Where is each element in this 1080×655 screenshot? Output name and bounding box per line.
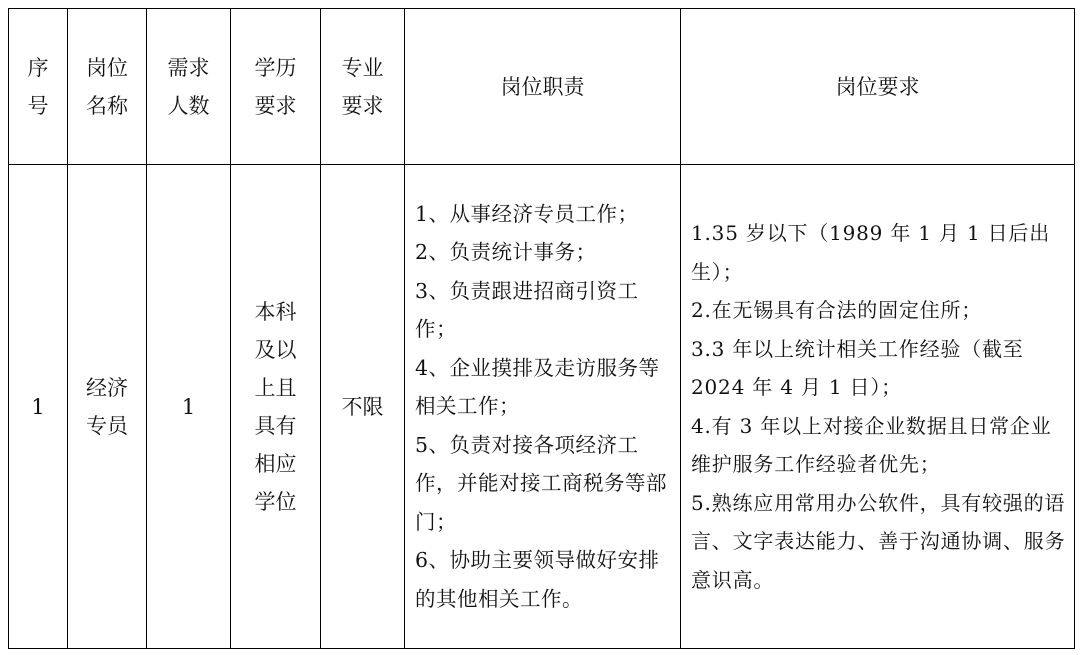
- requirement-item: 3.3 年以上统计相关工作经验（截至 2024 年 4 月 1 日）；: [691, 336, 1024, 399]
- cell-duties: [405, 165, 681, 649]
- requirement-item: 2.在无锡具有合法的固定住所；: [691, 298, 983, 322]
- duty-item: 3、负责跟进招商引资工作；: [415, 278, 639, 342]
- duty-item: 1、从事经济专员工作；: [415, 201, 639, 226]
- header-row: [9, 9, 1075, 165]
- cell-position: 经济专员: [68, 165, 147, 649]
- header-major: 专业要求: [321, 9, 405, 165]
- header-requirements: 岗位要求: [681, 9, 1075, 165]
- cell-count: 1: [147, 165, 231, 649]
- header-position: 岗位名称: [68, 9, 147, 165]
- table-row: [9, 165, 1075, 649]
- duty-item: 6、协助主要领导做好安排的其他相关工作。: [415, 548, 660, 611]
- cell-major: 不限: [321, 165, 405, 649]
- cell-education: 本科及以上且具有相应学位: [231, 165, 321, 649]
- recruitment-table: [8, 8, 1075, 649]
- cell-requirements: [681, 165, 1075, 649]
- duty-item: 4、企业摸排及走访服务等相关工作；: [415, 355, 660, 419]
- header-duties: 岗位职责: [405, 9, 681, 165]
- header-education: 学历要求: [231, 9, 321, 165]
- header-count: 需求人数: [147, 9, 231, 165]
- header-seq: 序号: [9, 9, 68, 165]
- requirement-item: 5.熟练应用常用办公软件，具有较强的语言、文字表达能力、善于沟通协调、服务意识高。: [691, 490, 1066, 592]
- requirement-item: 1.35 岁以下（1989 年 1 月 1 日后出生）；: [691, 221, 1051, 284]
- duty-item: 5、负责对接各项经济工作，并能对接工商税务等部门；: [415, 432, 667, 534]
- cell-seq: 1: [9, 165, 68, 649]
- requirement-item: 4.有 3 年以上对接企业数据且日常企业维护服务工作经验者优先；: [691, 413, 1052, 476]
- duty-item: 2、负责统计事务；: [415, 240, 597, 265]
